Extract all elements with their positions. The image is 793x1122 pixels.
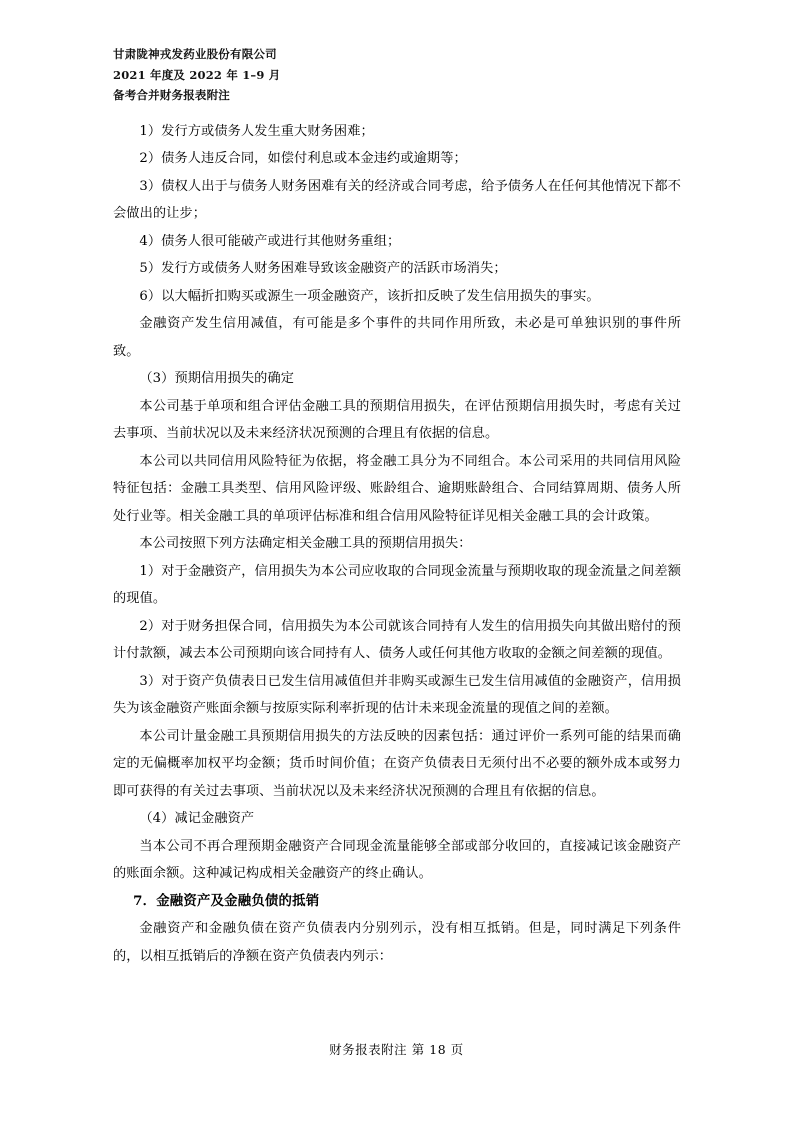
paragraph: 2）对于财务担保合同，信用损失为本公司就该合同持有人发生的信用损失向其做出赔付的预计付款额，减去本公司预期向该合同持有人、债务人或任何其他方收取的金额之间差额的现值。 (113, 618, 681, 661)
paragraph: 本公司基于单项和组合评估金融工具的预期信用损失，在评估预期信用损失时，考虑有关过去事项、当前状况以及未来经济状况预测的合理且有依据的信息。 (113, 398, 681, 441)
paragraph: 2）债务人违反合同，如偿付利息或本金违约或逾期等； (139, 151, 467, 166)
document-body (113, 118, 681, 971)
paragraph: （4）减记金融资产 (139, 811, 255, 826)
header-line-company: 甘肃陇神戎发药业股份有限公司 (113, 47, 277, 61)
section-heading: 7．金融资产及金融负债的抵销 (133, 892, 320, 909)
header-line-period: 2021 年度及 2022 年 1–9 月 (113, 67, 281, 82)
paragraph: 本公司以共同信用风险特征为依据，将金融工具分为不同组合。本公司采用的共同信用风险特征包括：金融工具类型、信用风险评级、账龄组合、逾期账龄组合、合同结算周期、债务人所处行业等。相关金融工具的单项评估标准和组合信用风险特征详见相关金融工具的会计政策。 (113, 453, 681, 524)
paragraph: 金融资产和金融负债在资产负债表内分别列示，没有相互抵销。但是，同时满足下列条件的，以相互抵销后的净额在资产负债表内列示： (113, 921, 681, 964)
header-line-title: 备考合并财务报表附注 (113, 88, 230, 102)
paragraph: 金融资产发生信用减值，有可能是多个事件的共同作用所致，未必是可单独识别的事件所致。 (113, 316, 681, 359)
document-header (113, 44, 681, 106)
paragraph: 4）债务人很可能破产或进行其他财务重组； (139, 233, 401, 249)
paragraph: 3）对于资产负债表日已发生信用减值但并非购买或源生已发生信用减值的金融资产，信用损失为该金融资产账面余额与按原实际利率折现的估计未来现金流量的现值之间的差额。 (113, 673, 681, 716)
page-content (113, 44, 681, 970)
paragraph: （3）预期信用损失的确定 (139, 371, 295, 386)
paragraph: 1）发行方或债务人发生重大财务困难； (139, 123, 374, 139)
paragraph: 5）发行方或债务人财务困难导致该金融资产的活跃市场消失； (139, 261, 507, 276)
paragraph: 本公司计量金融工具预期信用损失的方法反映的因素包括：通过评价一系列可能的结果而确定的无偏概率加权平均金额；货币时间价值；在资产负债表日无须付出不必要的额外成本或努力即可获得的有关过去事项、当前状况以及未来经济状况预测的合理且有依据的信息。 (113, 728, 681, 799)
paragraph: 3）债权人出于与债务人财务困难有关的经济或合同考虑，给予债务人在任何其他情况下都不会做出的让步； (113, 178, 681, 221)
paragraph: 1）对于金融资产，信用损失为本公司应收取的合同现金流量与预期收取的现金流量之间差额的现值。 (113, 563, 681, 606)
paragraph: 当本公司不再合理预期金融资产合同现金流量能够全部或部分收回的，直接减记该金融资产的账面余额。这种减记构成相关金融资产的终止确认。 (113, 838, 681, 881)
paragraph: 本公司按照下列方法确定相关金融工具的预期信用损失： (139, 536, 472, 551)
page-footer: 财务报表附注 第 18 页 (329, 1042, 464, 1057)
paragraph: 6）以大幅折扣购买或源生一项金融资产，该折扣反映了发生信用损失的事实。 (139, 288, 600, 304)
